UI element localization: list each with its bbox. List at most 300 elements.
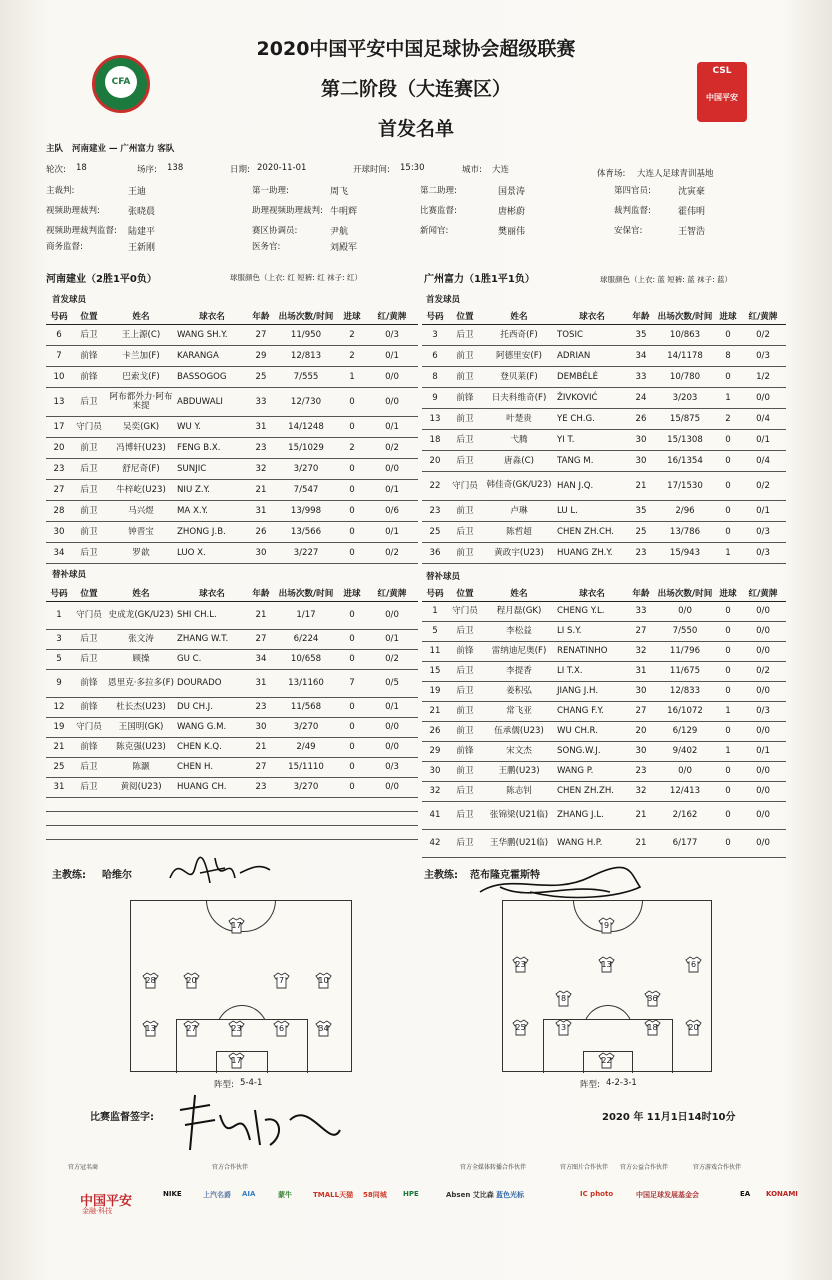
player-position: 前卫 (72, 437, 106, 458)
shirt-name: ŽIVKOVIĆ (556, 387, 628, 408)
goals: 0 (716, 761, 740, 781)
goals: 0 (338, 387, 366, 416)
away-player-shirt (512, 956, 529, 973)
shirt-name: ZHANG W.T. (176, 629, 248, 649)
player-number: 34 (46, 542, 72, 563)
cards: 0/0 (740, 781, 786, 801)
cards: 0/1 (366, 629, 418, 649)
official-role: 赛区协调员: (252, 226, 298, 236)
sponsor-logo: 上汽名爵 (203, 1191, 231, 1199)
official-role: 视频助理裁判监督: (46, 226, 117, 236)
city-label: 城市: (462, 165, 482, 175)
player-number: 32 (422, 781, 448, 801)
player-number: 13 (422, 408, 448, 429)
appearances-minutes: 11/675 (654, 661, 716, 681)
player-name: 李松益 (482, 621, 556, 641)
shirt-name: TOSIC (556, 324, 628, 345)
table-header-row (422, 310, 786, 324)
official-role: 安保官: (614, 226, 643, 236)
goals: 8 (716, 345, 740, 366)
player-number: 23 (46, 458, 72, 479)
shirt-name: MA X.Y. (176, 500, 248, 521)
shirt-number: 17 (231, 921, 242, 930)
shirt-number: 28 (145, 976, 156, 985)
player-row (46, 437, 418, 458)
goals: 0 (338, 737, 366, 757)
appearances-minutes: 13/1160 (274, 669, 338, 697)
cards: 0/3 (740, 701, 786, 721)
sponsor-logo: TMALL天猫 (313, 1191, 354, 1199)
player-number: 21 (46, 737, 72, 757)
sponsor-category-label: 官方冠名商 (68, 1164, 99, 1171)
official-name: 刘殿军 (330, 243, 358, 253)
player-name: 陈志钊 (482, 781, 556, 801)
player-name: 姜积弘 (482, 681, 556, 701)
empty-cell (72, 797, 106, 811)
player-position: 前卫 (448, 721, 482, 741)
shirt-name: DEMBÉLÉ (556, 366, 628, 387)
player-age: 21 (628, 801, 654, 829)
column-header: 姓名 (106, 310, 176, 324)
home-formation-label: 阵型: (214, 1080, 234, 1090)
csl-logo-text: 中国平安 (706, 93, 738, 102)
player-number: 6 (46, 324, 72, 345)
player-position: 后卫 (448, 781, 482, 801)
goals: 0 (716, 429, 740, 450)
player-row (422, 471, 786, 500)
sponsor-logo: 58同城 (363, 1191, 387, 1199)
cards: 0/0 (366, 387, 418, 416)
away-player-shirt (555, 1019, 572, 1036)
player-number: 10 (46, 366, 72, 387)
player-number: 1 (46, 601, 72, 629)
empty-cell (106, 811, 176, 825)
player-number: 11 (422, 641, 448, 661)
pingan-subtitle: 金融·科技 (82, 1207, 113, 1215)
player-number: 1 (422, 601, 448, 621)
shirt-name: WANG G.M. (176, 717, 248, 737)
appearances-minutes: 15/875 (654, 408, 716, 429)
away-player-shirt (644, 1019, 661, 1036)
player-row (422, 366, 786, 387)
cards: 0/0 (740, 601, 786, 621)
player-position: 前卫 (72, 500, 106, 521)
cards: 0/2 (740, 471, 786, 500)
away-subs-label: 替补球员 (426, 572, 461, 582)
player-number: 19 (422, 681, 448, 701)
player-age: 21 (628, 471, 654, 500)
away-player-shirt (598, 917, 615, 934)
home-player-shirt (315, 1020, 332, 1037)
player-number: 7 (46, 345, 72, 366)
away-player-shirt (598, 956, 615, 973)
cards: 0/3 (366, 757, 418, 777)
cards: 0/0 (740, 641, 786, 661)
player-row (46, 777, 418, 797)
official-name: 陆建平 (128, 227, 156, 237)
away-player-shirt (598, 1052, 615, 1069)
official-name: 王迪 (128, 187, 147, 197)
player-number: 28 (46, 500, 72, 521)
player-row (46, 387, 418, 416)
player-name: 常飞亚 (482, 701, 556, 721)
player-age: 31 (248, 416, 274, 437)
cards: 0/0 (740, 801, 786, 829)
column-header: 进球 (716, 310, 740, 324)
goals: 0 (338, 757, 366, 777)
goals: 1 (338, 366, 366, 387)
player-position: 前卫 (448, 408, 482, 429)
appearances-minutes: 7/555 (274, 366, 338, 387)
appearances-minutes: 12/730 (274, 387, 338, 416)
column-header: 红/黄牌 (366, 587, 418, 601)
player-position: 守门员 (448, 601, 482, 621)
goals: 0 (716, 521, 740, 542)
cards: 0/4 (740, 408, 786, 429)
player-position: 守门员 (72, 601, 106, 629)
cards: 0/1 (740, 429, 786, 450)
player-row (46, 542, 418, 563)
appearances-minutes: 2/49 (274, 737, 338, 757)
player-position: 后卫 (448, 450, 482, 471)
shirt-number: 25 (515, 1023, 526, 1032)
player-age: 27 (628, 621, 654, 641)
shirt-name: YE CH.G. (556, 408, 628, 429)
empty-cell (366, 825, 418, 839)
player-position: 后卫 (448, 661, 482, 681)
player-age: 26 (248, 521, 274, 542)
venue-value: 大连人足球青训基地 (637, 169, 714, 179)
player-position: 前卫 (448, 542, 482, 563)
city-value: 大连 (492, 165, 510, 175)
player-position: 前卫 (448, 500, 482, 521)
player-number: 27 (46, 479, 72, 500)
away-player-shirt (512, 1019, 529, 1036)
empty-cell (274, 825, 338, 839)
player-number: 30 (46, 521, 72, 542)
goals: 1 (716, 701, 740, 721)
column-header: 位置 (448, 310, 482, 324)
player-name: 王鹏(U23) (482, 761, 556, 781)
player-row (422, 761, 786, 781)
player-position: 后卫 (448, 429, 482, 450)
column-header: 位置 (72, 310, 106, 324)
away-coach-label: 主教练: (424, 870, 458, 881)
appearances-minutes: 15/943 (654, 542, 716, 563)
field-value: 138 (167, 163, 184, 173)
goals: 0 (716, 601, 740, 621)
goals: 0 (338, 479, 366, 500)
player-age: 21 (248, 479, 274, 500)
shirt-name: YI T. (556, 429, 628, 450)
shirt-name: ZHANG J.L. (556, 801, 628, 829)
sponsor-category-label: 官方合作伙伴 (212, 1164, 249, 1171)
player-number: 17 (46, 416, 72, 437)
player-row (422, 387, 786, 408)
sponsor-logo: IC photo (580, 1190, 614, 1198)
player-age: 21 (248, 601, 274, 629)
player-age: 27 (248, 757, 274, 777)
player-number: 41 (422, 801, 448, 829)
home-team-name: 河南建业（2胜1平0负） (46, 274, 157, 285)
column-header: 出场次数/时间 (654, 310, 716, 324)
date-label: 日期: (230, 165, 250, 175)
player-position: 后卫 (448, 324, 482, 345)
cards: 0/2 (366, 437, 418, 458)
shirt-number: 36 (647, 994, 658, 1003)
away-team-name: 广州富力（1胜1平1负） (424, 274, 535, 285)
column-header: 红/黄牌 (740, 587, 786, 601)
sponsor-category-label: 官方游戏合作伙伴 (693, 1164, 742, 1171)
player-number: 25 (422, 521, 448, 542)
column-header: 出场次数/时间 (274, 310, 338, 324)
goals: 0 (716, 621, 740, 641)
player-age: 30 (248, 542, 274, 563)
appearances-minutes: 3/203 (654, 387, 716, 408)
player-position: 前卫 (448, 761, 482, 781)
shirt-name: LUO X. (176, 542, 248, 563)
goals: 0 (716, 781, 740, 801)
player-age: 23 (248, 697, 274, 717)
player-age: 27 (628, 701, 654, 721)
appearances-minutes: 12/813 (274, 345, 338, 366)
official-name: 王智浩 (678, 227, 706, 237)
player-number: 20 (46, 437, 72, 458)
shirt-name: KARANGA (176, 345, 248, 366)
player-age: 27 (248, 629, 274, 649)
cards: 0/5 (366, 669, 418, 697)
appearances-minutes: 3/227 (274, 542, 338, 563)
player-name: 雷纳迪尼奥(F) (482, 641, 556, 661)
player-age: 32 (628, 641, 654, 661)
player-name: 陈哲超 (482, 521, 556, 542)
player-position: 后卫 (72, 542, 106, 563)
appearances-minutes: 7/547 (274, 479, 338, 500)
appearances-minutes: 12/833 (654, 681, 716, 701)
player-age: 33 (628, 366, 654, 387)
date-value: 2020-11-01 (257, 163, 307, 173)
sponsor-logo: EA (740, 1190, 751, 1198)
official-role: 第二助理: (420, 186, 457, 196)
appearances-minutes: 12/413 (654, 781, 716, 801)
column-header: 红/黄牌 (366, 310, 418, 324)
goals: 0 (338, 416, 366, 437)
sponsor-logo: AIA (242, 1190, 256, 1198)
home-label: 主队 (46, 144, 64, 154)
player-row (46, 629, 418, 649)
goals: 0 (716, 661, 740, 681)
shirt-number: 13 (601, 960, 612, 969)
player-row (46, 500, 418, 521)
goals: 2 (338, 437, 366, 458)
shirt-number: 20 (688, 1023, 699, 1032)
empty-cell (72, 811, 106, 825)
shirt-number: 7 (278, 976, 285, 985)
shirt-name: ZHONG J.B. (176, 521, 248, 542)
appearances-minutes: 3/270 (274, 458, 338, 479)
player-name: 阿德里安(F) (482, 345, 556, 366)
player-name: 张锦梁(U21临) (482, 801, 556, 829)
column-header: 年龄 (248, 310, 274, 324)
appearances-minutes: 10/658 (274, 649, 338, 669)
cards: 0/1 (366, 479, 418, 500)
home-coach-label: 主教练: (52, 870, 86, 881)
player-row (422, 781, 786, 801)
appearances-minutes: 10/863 (654, 324, 716, 345)
cards: 0/2 (740, 661, 786, 681)
sponsor-category-label: 官方全媒体转播合作伙伴 (460, 1164, 527, 1171)
empty-cell (366, 797, 418, 811)
shirt-name: WANG SH.Y. (176, 324, 248, 345)
player-number: 42 (422, 829, 448, 857)
player-number: 9 (422, 387, 448, 408)
column-header: 球衣名 (176, 587, 248, 601)
player-row (46, 697, 418, 717)
appearances-minutes: 1/17 (274, 601, 338, 629)
player-number: 36 (422, 542, 448, 563)
player-row (46, 324, 418, 345)
official-name: 国景涛 (498, 187, 526, 197)
player-position: 前锋 (72, 697, 106, 717)
player-name: 罗歆 (106, 542, 176, 563)
away-player-shirt (685, 1019, 702, 1036)
away-coach-name: 范布隆克霍斯特 (470, 870, 540, 881)
cards: 0/6 (366, 500, 418, 521)
player-age: 27 (248, 324, 274, 345)
shirt-number: 13 (145, 1024, 156, 1033)
player-row (422, 701, 786, 721)
cards: 0/0 (740, 387, 786, 408)
away-colors: 球服颜色（上衣: 蓝 短裤: 蓝 袜子: 蓝） (600, 275, 732, 284)
shirt-name: RENATINHO (556, 641, 628, 661)
appearances-minutes: 17/1530 (654, 471, 716, 500)
player-row (422, 429, 786, 450)
column-header: 年龄 (628, 310, 654, 324)
cards: 0/3 (366, 324, 418, 345)
official-name: 尹航 (330, 227, 349, 237)
column-header: 号码 (422, 587, 448, 601)
empty-cell (338, 797, 366, 811)
player-age: 30 (628, 741, 654, 761)
cards: 0/1 (740, 500, 786, 521)
home-coach-name: 哈维尔 (102, 870, 132, 881)
empty-cell (46, 825, 72, 839)
appearances-minutes: 14/1248 (274, 416, 338, 437)
player-name: 钟晋宝 (106, 521, 176, 542)
player-row (46, 717, 418, 737)
official-name: 张晓晨 (128, 207, 156, 217)
column-header: 红/黄牌 (740, 310, 786, 324)
goals: 1 (716, 542, 740, 563)
player-age: 30 (628, 429, 654, 450)
cards: 0/2 (366, 649, 418, 669)
home-colors: 球服颜色（上衣: 红 短裤: 红 袜子: 红） (230, 273, 362, 282)
player-name: 韩佳奇(GK/U23) (482, 471, 556, 500)
goals: 2 (716, 408, 740, 429)
appearances-minutes: 13/998 (274, 500, 338, 521)
shirt-name: CHANG F.Y. (556, 701, 628, 721)
player-row (422, 829, 786, 857)
shirt-number: 18 (647, 1023, 658, 1032)
shirt-number: 34 (318, 1024, 329, 1033)
player-number: 9 (46, 669, 72, 697)
player-number: 5 (46, 649, 72, 669)
shirt-name: LI S.Y. (556, 621, 628, 641)
player-row (46, 601, 418, 629)
cards: 0/0 (366, 458, 418, 479)
appearances-minutes: 15/1029 (274, 437, 338, 458)
shirt-name: CHEN K.Q. (176, 737, 248, 757)
shirt-name: SONG.W.J. (556, 741, 628, 761)
empty-row (46, 811, 418, 825)
player-name: 黄政宇(U23) (482, 542, 556, 563)
player-number: 29 (422, 741, 448, 761)
player-position: 后卫 (72, 479, 106, 500)
goals: 0 (338, 542, 366, 563)
player-position: 前卫 (448, 701, 482, 721)
goals: 1 (716, 387, 740, 408)
cards: 0/0 (740, 761, 786, 781)
goals: 0 (716, 681, 740, 701)
shirt-number: 3 (560, 1023, 567, 1032)
shirt-name: ABDUWALI (176, 387, 248, 416)
column-header: 进球 (716, 587, 740, 601)
time-value: 15:30 (400, 163, 425, 173)
empty-cell (46, 797, 72, 811)
player-position: 后卫 (448, 681, 482, 701)
official-name: 王新刚 (128, 243, 156, 253)
official-name: 霍伟明 (678, 207, 706, 217)
shirt-name: WU Y. (176, 416, 248, 437)
column-header: 年龄 (248, 587, 274, 601)
column-header: 姓名 (482, 587, 556, 601)
player-name: 史成龙(GK/U23) (106, 601, 176, 629)
home-player-shirt (228, 1020, 245, 1037)
goals: 0 (716, 500, 740, 521)
home-player-shirt (273, 1020, 290, 1037)
player-number: 20 (422, 450, 448, 471)
away-subs-table (422, 587, 786, 858)
supervisor-signature (170, 1090, 350, 1170)
appearances-minutes: 15/1110 (274, 757, 338, 777)
goals: 0 (338, 458, 366, 479)
appearances-minutes: 7/550 (654, 621, 716, 641)
appearances-minutes: 6/177 (654, 829, 716, 857)
goals: 0 (716, 450, 740, 471)
player-name: 黄阅(U23) (106, 777, 176, 797)
sponsor-logo: 中国平安 (80, 1194, 133, 1209)
cards: 0/2 (366, 542, 418, 563)
goals: 0 (338, 717, 366, 737)
player-number: 6 (422, 345, 448, 366)
player-age: 30 (248, 717, 274, 737)
player-row (46, 521, 418, 542)
shirt-number: 20 (186, 976, 197, 985)
supervisor-signature-label: 比赛监督签字: (90, 1112, 154, 1123)
player-number: 21 (422, 701, 448, 721)
away-starters-label: 首发球员 (426, 295, 461, 305)
round-value: 18 (76, 163, 87, 173)
home-player-shirt (315, 972, 332, 989)
player-position: 后卫 (448, 801, 482, 829)
player-row (46, 458, 418, 479)
home-player-shirt (142, 972, 159, 989)
player-age: 33 (248, 387, 274, 416)
player-row (422, 324, 786, 345)
player-position: 后卫 (448, 521, 482, 542)
shirt-name: WANG H.P. (556, 829, 628, 857)
column-header: 姓名 (106, 587, 176, 601)
